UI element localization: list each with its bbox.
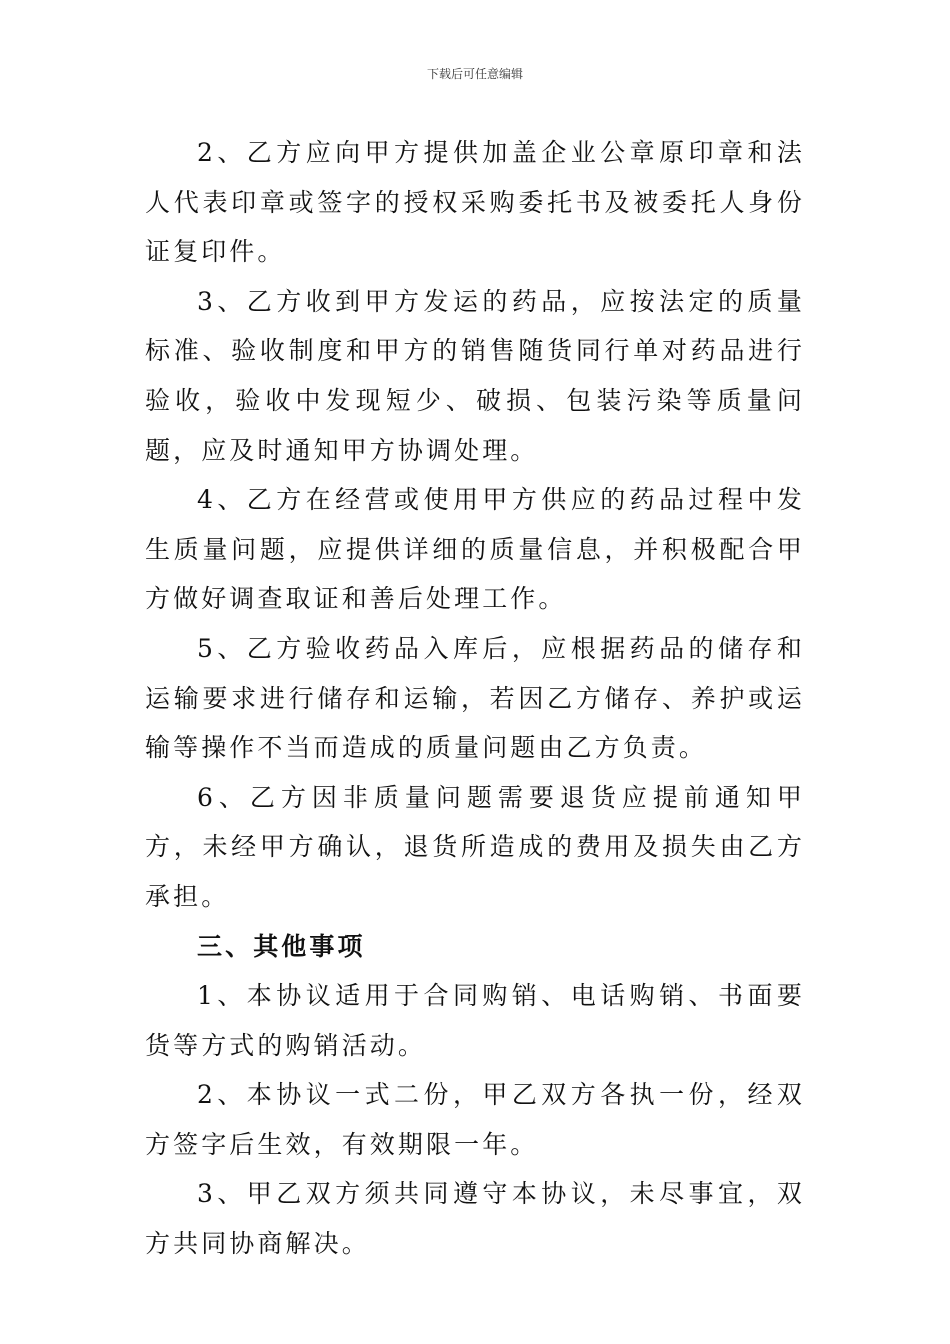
clause-6-paragraph: 6、乙方因非质量问题需要退货应提前通知甲方，未经甲方确认，退货所造成的费用及损失由乙方承担。 <box>145 782 805 911</box>
other-clause-1-paragraph: 1、本协议适用于合同购销、电话购销、书面要货等方式的购销活动。 <box>145 981 805 1060</box>
other-clause-3-paragraph: 3、甲乙双方须共同遵守本协议，未尽事宜，双方共同协商解决。 <box>145 1179 805 1259</box>
page-header-note: 下载后可任意编辑 <box>426 67 523 81</box>
clause-5-paragraph: 5、乙方验收药品入库后，应根据药品的储存和运输要求进行储存和运输，若因乙方储存、养护或运输等操作不当而造成的质量问题由乙方负责。 <box>145 633 805 763</box>
section-heading-other-matters: 三、其他事项 <box>197 931 366 961</box>
clause-4-paragraph: 4、乙方在经营或使用甲方供应的药品过程中发生质量问题，应提供详细的质量信息，并积极配合甲方做好调查取证和善后处理工作。 <box>145 485 805 614</box>
document-body <box>145 128 805 1269</box>
other-clause-2-paragraph: 2、本协议一式二份，甲乙双方各执一份，经双方签字后生效，有效期限一年。 <box>145 1080 805 1159</box>
clause-3-paragraph: 3、乙方收到甲方发运的药品，应按法定的质量标准、验收制度和甲方的销售随货同行单对药品进行验收，验收中发现短少、破损、包装污染等质量问题，应及时通知甲方协调处理。 <box>145 286 805 465</box>
clause-2-paragraph: 2、乙方应向甲方提供加盖企业公章原印章和法人代表印章或签字的授权采购委托书及被委托人身份证复印件。 <box>145 138 805 267</box>
